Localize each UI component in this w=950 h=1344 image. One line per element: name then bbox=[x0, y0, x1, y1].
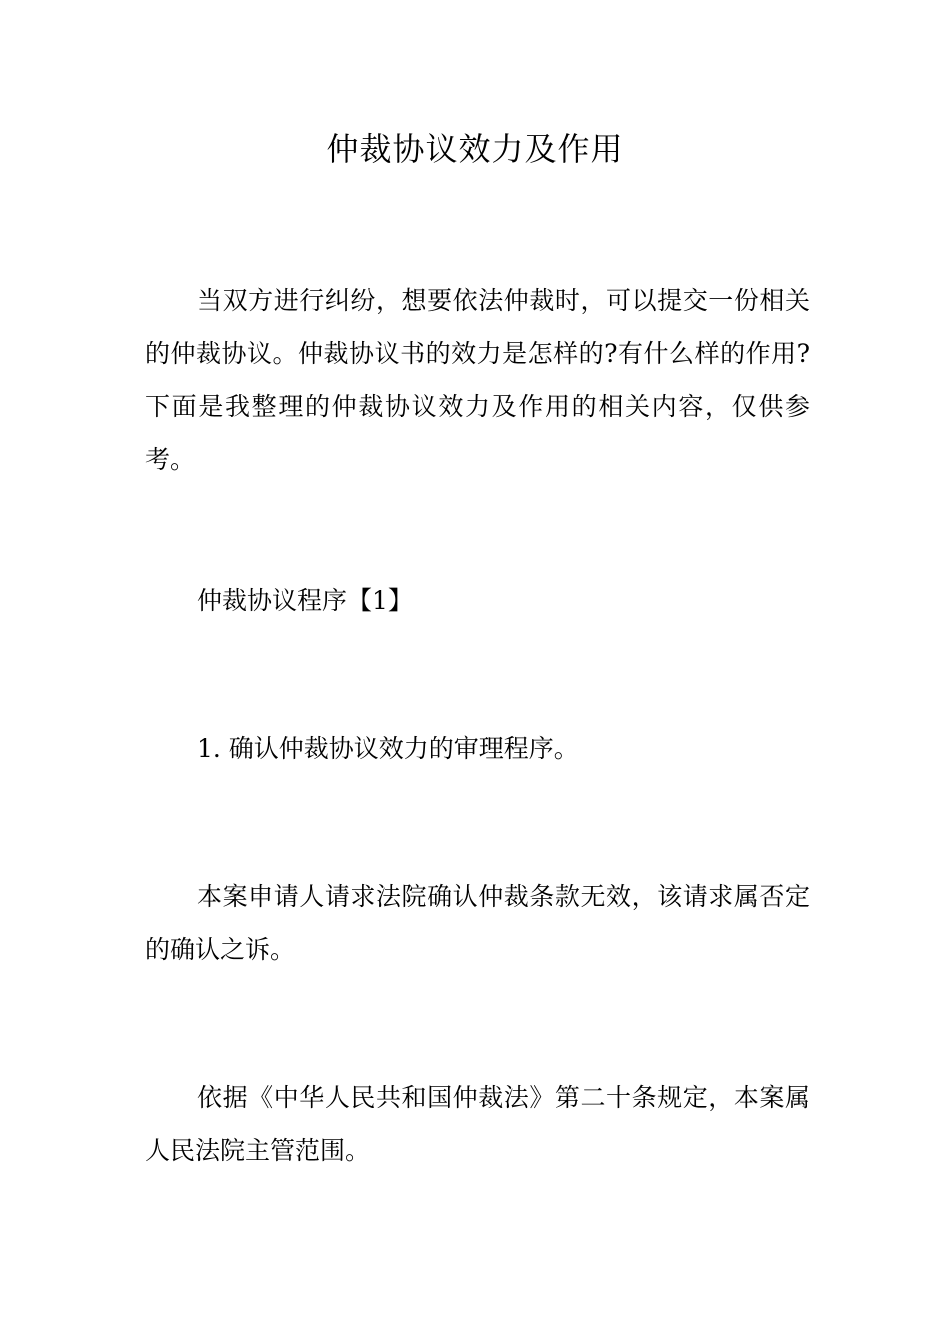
body-paragraph: 本案申请人请求法院确认仲裁条款无效，该请求属否定的确认之诉。 bbox=[145, 882, 810, 964]
numbered-item: 1. 确认仲裁协议效力的审理程序。 bbox=[197, 734, 579, 763]
document-title: 仲裁协议效力及作用 bbox=[326, 130, 624, 168]
section-heading: 仲裁协议程序【1】 bbox=[197, 586, 413, 615]
intro-paragraph: 当双方进行纠纷，想要依法仲裁时，可以提交一份相关的仲裁协议。仲裁协议书的效力是怎样的?有什么样的作用?下面是我整理的仲裁协议效力及作用的相关内容，仅供参考。 bbox=[145, 286, 810, 474]
body-paragraph: 依据《中华人民共和国仲裁法》第二十条规定，本案属人民法院主管范围。 bbox=[145, 1083, 810, 1165]
